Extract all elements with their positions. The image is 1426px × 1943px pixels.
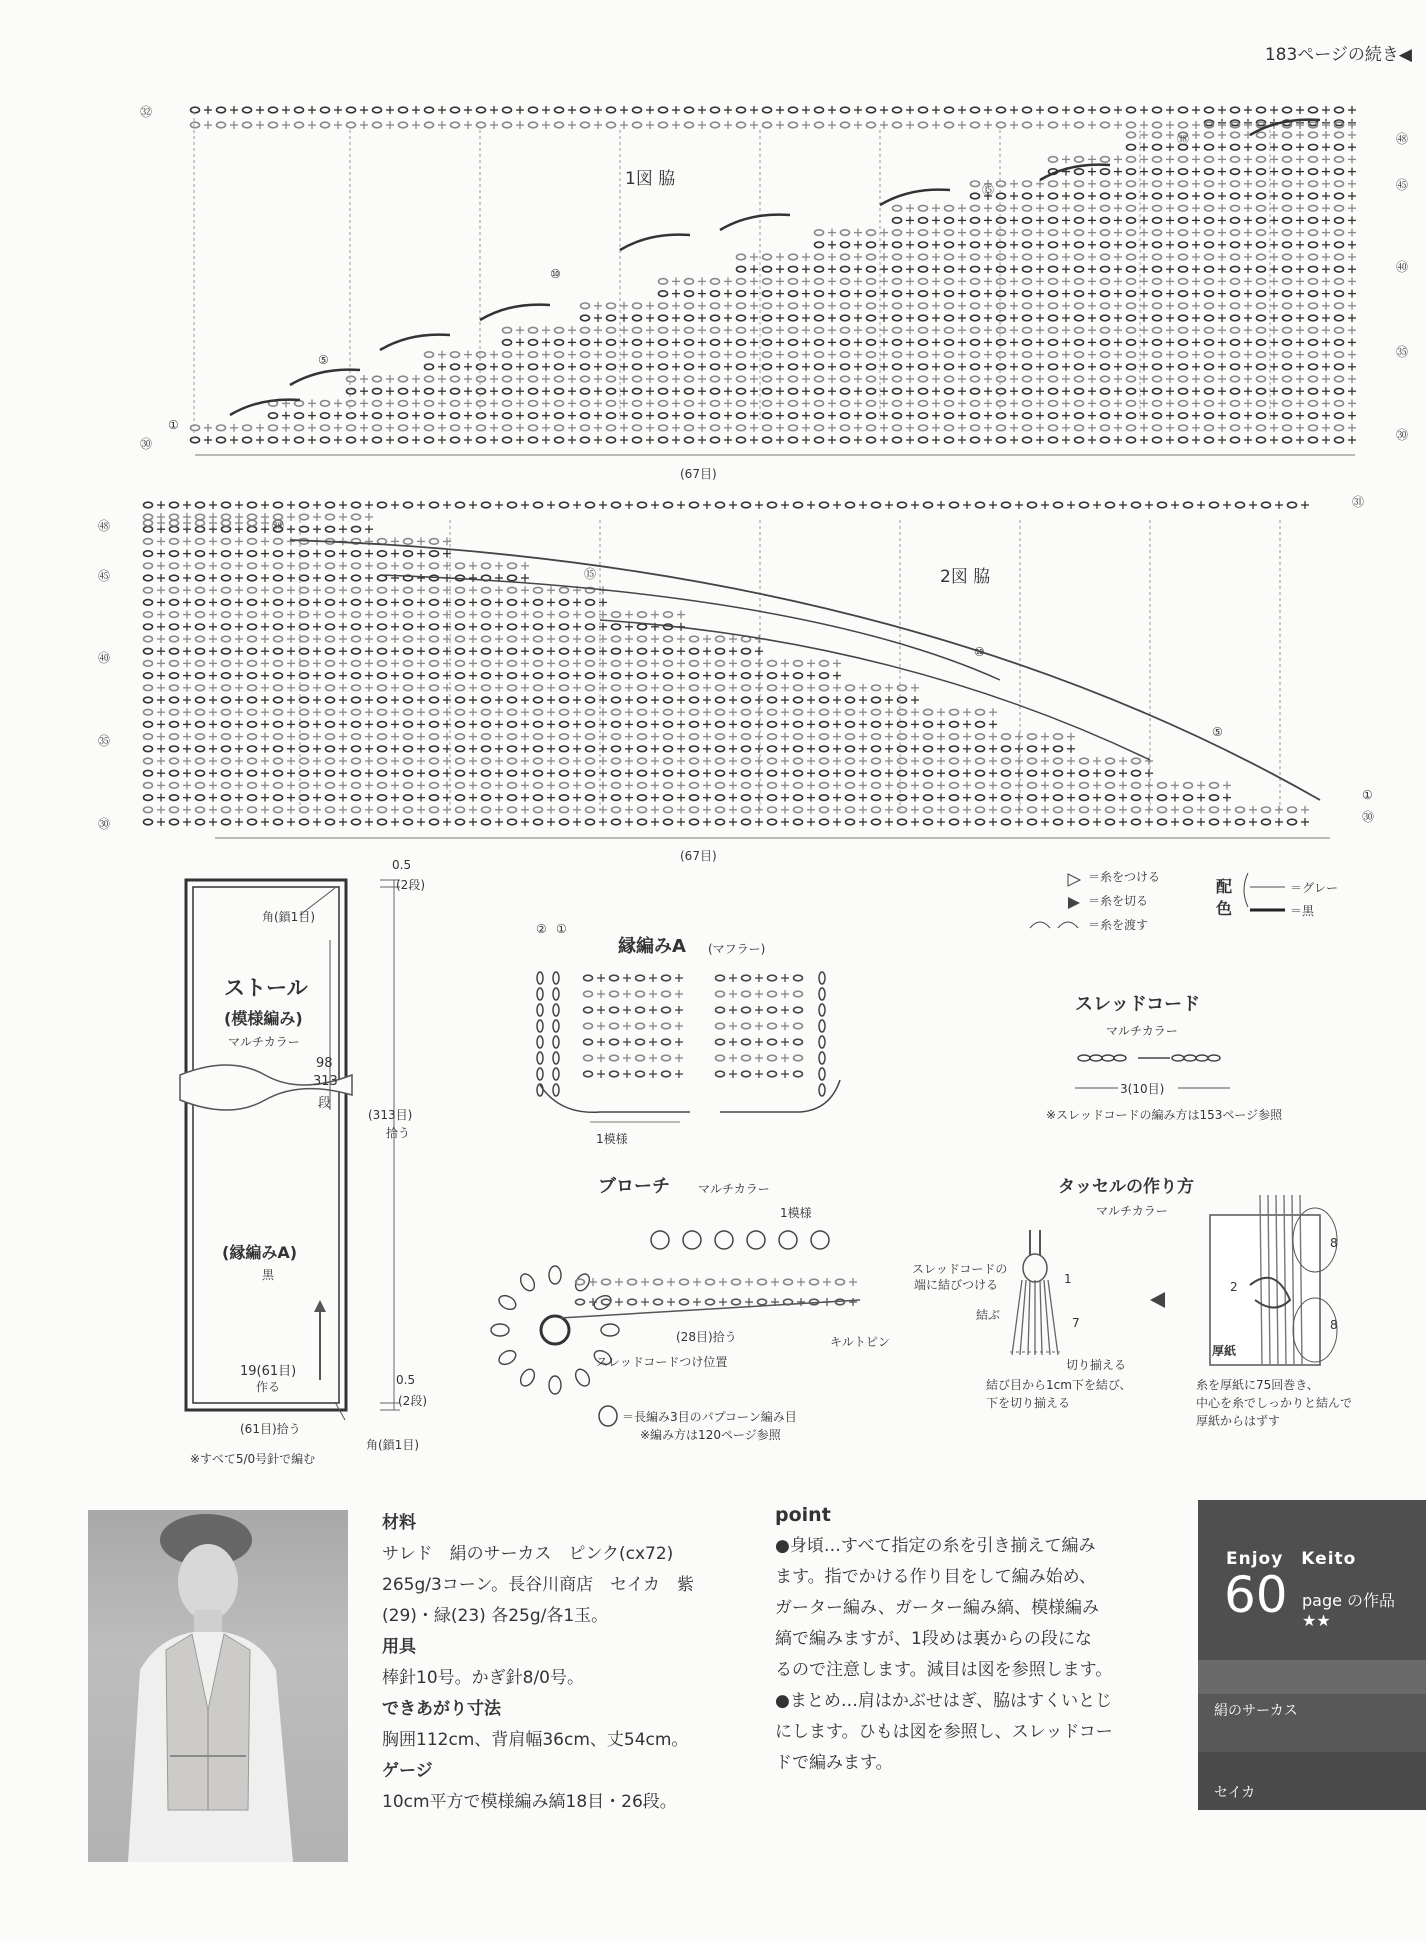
- stole-bottom-rows: (2段): [398, 1394, 427, 1408]
- c2-marker-15: ⑮: [584, 567, 597, 581]
- stole-bottom-depth: 0.5: [396, 1373, 416, 1387]
- stole-rows-b: 313: [313, 1074, 338, 1089]
- c2-marker-30: ㉚: [98, 817, 111, 831]
- model-photo: [88, 1510, 348, 1862]
- tassel-trim: 切り揃える: [1066, 1358, 1127, 1372]
- stole-cast-on: 19(61目): [240, 1364, 297, 1379]
- tassel-tie: 結ぶ: [976, 1308, 1001, 1322]
- panel-page-label: page の作品 ★★: [1302, 1591, 1396, 1630]
- point-line-2: ます。指でかける作り目をして編み始め、: [775, 1567, 1096, 1587]
- legend-carry: ＝糸を渡す: [1088, 918, 1149, 932]
- brooch-attach-pos: スレッドコードつけ位置: [596, 1355, 728, 1369]
- c1-marker-5: ⑤: [318, 353, 329, 367]
- materials-line-2: 265g/3コーン。長谷川商店 セイカ 紫: [382, 1575, 695, 1595]
- tassel-n8a: 8: [1330, 1236, 1338, 1250]
- c2-marker-30r: ㉚: [1362, 810, 1375, 824]
- tassel-diagram: [1010, 1195, 1337, 1365]
- size-text: 胸囲112cm、背肩幅36cm、丈54cm。: [382, 1730, 689, 1750]
- brooch-popcorn-note: ※編み方は120ページ参照: [640, 1428, 781, 1442]
- tassel-step2a: 結び目から1cm下を結び、: [986, 1378, 1132, 1392]
- c1-marker-15: ⑮: [982, 183, 995, 197]
- cord-length: 3(10目): [1120, 1082, 1165, 1096]
- stole-schematic: [180, 880, 400, 1420]
- cord-title: スレッドコード: [1075, 994, 1201, 1015]
- tassel-step1a: 糸を厚紙に75回巻き、: [1196, 1378, 1319, 1392]
- tassel-tie-cord: スレッドコードの: [912, 1262, 1008, 1276]
- c1-marker-30: ㉚: [140, 437, 153, 451]
- point-line-7: にします。ひもは図を参照し、スレッドコー: [775, 1722, 1113, 1742]
- tassel-n1: 1: [1064, 1272, 1072, 1286]
- c2-marker-48: ㊽: [98, 519, 111, 533]
- legend-color-head: 配色: [1216, 877, 1233, 918]
- c1-marker-18: ⑱: [1177, 132, 1190, 146]
- size-heading: できあがり寸法: [382, 1699, 501, 1719]
- stole-edge-color: 黒: [262, 1268, 275, 1282]
- edge-a-marker-1: ①: [556, 922, 567, 936]
- stole-bottom-pick: (61目)拾う: [240, 1422, 301, 1436]
- c1-marker-30r: ㉚: [1396, 428, 1409, 442]
- c2-marker-31: ㉛: [1352, 495, 1365, 509]
- chart-2-side: [144, 501, 1331, 838]
- point-line-5: るので注意します。減目は図を参照します。: [775, 1660, 1113, 1680]
- materials-heading: 材料: [382, 1513, 416, 1533]
- c1-marker-45: ㊺: [1396, 178, 1409, 192]
- chart-1-side: [191, 106, 1357, 455]
- tassel-step2b: 下を切り揃える: [986, 1396, 1071, 1410]
- panel-number: 60: [1224, 1566, 1288, 1624]
- materials-block: [382, 1508, 722, 1818]
- stole-top-rows: (2段): [396, 878, 425, 892]
- stole-sub2: マルチカラー: [228, 1035, 300, 1049]
- stole-cast-on2: 作る: [256, 1380, 281, 1394]
- point-line-8: ドで編みます。: [775, 1753, 893, 1773]
- c1-marker-32: ㉜: [140, 105, 153, 119]
- gauge-text: 10cm平方で模様編み縞18目・26段。: [382, 1792, 677, 1812]
- c1-marker-48: ㊽: [1396, 132, 1409, 146]
- legend-cut: ＝糸を切る: [1088, 894, 1149, 908]
- tassel-step1c: 厚紙からはずす: [1196, 1414, 1281, 1428]
- c1-marker-40: ㊵: [1396, 260, 1409, 274]
- c1-marker-10: ⑩: [550, 267, 561, 281]
- stole-rows-a: 98: [316, 1056, 333, 1071]
- edge-a-marker-2: ②: [536, 922, 547, 936]
- brooch-pin: キルトピン: [830, 1335, 890, 1349]
- tassel-sub: マルチカラー: [1096, 1204, 1168, 1218]
- tassel-n2: 2: [1230, 1280, 1238, 1294]
- edge-a-title: 縁編みA: [618, 936, 686, 957]
- materials-line-1: サレド 絹のサーカス ピンク(cx72): [382, 1544, 674, 1564]
- stole-side-pick: (313目): [368, 1108, 413, 1122]
- c2-marker-5: ⑤: [1212, 725, 1223, 739]
- edge-a-chart: [537, 972, 840, 1122]
- yarn-name-2: セイカ: [1214, 1785, 1256, 1801]
- enjoy-keito-panel: [1198, 1500, 1426, 1810]
- stole-corner-top: 角(鎖1目): [262, 910, 315, 924]
- tools-heading: 用具: [382, 1637, 416, 1657]
- tassel-title: タッセルの作り方: [1058, 1177, 1194, 1197]
- brooch-repeat: 1模様: [780, 1206, 812, 1220]
- stole-note: ※すべて5/0号針で編む: [190, 1452, 316, 1466]
- tassel-n7: 7: [1072, 1316, 1080, 1330]
- stole-title: ストール: [224, 976, 308, 1000]
- legend-attach: ＝糸をつける: [1088, 870, 1161, 884]
- point-line-1: ●身頃…すべて指定の糸を引き揃えて編み: [775, 1536, 1096, 1556]
- materials-line-3: (29)・緑(23) 各25g/各1玉。: [382, 1606, 609, 1626]
- tassel-n8b: 8: [1330, 1318, 1338, 1332]
- point-line-6: ●まとめ…肩はかぶせはぎ、脇はすくいとじ: [775, 1691, 1113, 1711]
- stole-edge-label: (縁編みA): [222, 1243, 298, 1262]
- c2-marker-18: ⑱: [272, 519, 285, 533]
- brooch-title: ブローチ: [598, 1176, 670, 1197]
- cord-note: ※スレッドコードの編み方は153ページ参照: [1046, 1108, 1283, 1122]
- chart2-title: 2図 脇: [940, 567, 991, 587]
- c1-marker-35: ㉟: [1396, 345, 1409, 359]
- brooch-popcorn: ＝長編み3目のパプコーン編み目: [622, 1410, 797, 1424]
- c2-marker-35: ㉟: [98, 734, 111, 748]
- tassel-cardboard: 厚紙: [1212, 1344, 1237, 1358]
- c2-marker-40: ㊵: [98, 651, 111, 665]
- panel-stripe: [1198, 1660, 1426, 1694]
- edge-a-repeat: 1模様: [596, 1132, 628, 1146]
- c2-marker-1: ①: [1362, 788, 1373, 802]
- edge-a-title-sub: (マフラー): [708, 942, 766, 956]
- cord-sub: マルチカラー: [1106, 1024, 1178, 1038]
- tassel-step1b: 中心を糸でしっかりと結んで: [1196, 1396, 1353, 1410]
- chart1-width: (67目): [680, 467, 717, 481]
- c2-marker-10: ⑩: [974, 645, 985, 659]
- stole-corner-bottom: 角(鎖1目): [366, 1438, 419, 1452]
- legend-black: ＝黒: [1290, 904, 1315, 918]
- c1-marker-1: ①: [168, 418, 179, 432]
- yarn-name-1: 絹のサーカス: [1214, 1703, 1298, 1719]
- stole-top-depth: 0.5: [392, 858, 412, 872]
- brooch-pick: (28目)拾う: [676, 1330, 737, 1344]
- tools-text: 棒針10号。かぎ針8/0号。: [382, 1668, 584, 1688]
- continued-from-page: 183ページの続き◀: [1264, 45, 1412, 65]
- point-line-3: ガーター編み、ガーター編み縞、模様編み: [775, 1598, 1100, 1618]
- point-block: [775, 1500, 1145, 1779]
- stole-rows-c: 段: [318, 1096, 332, 1111]
- legend-gray: ＝グレー: [1290, 881, 1339, 895]
- tassel-tie-cord2: 端に結びつける: [914, 1278, 999, 1292]
- chart1-title: 1図 脇: [625, 169, 676, 189]
- stole-side-pick2: 拾う: [386, 1126, 411, 1140]
- point-heading: point: [775, 1504, 831, 1526]
- chart2-width: (67目): [680, 849, 717, 863]
- brooch-sub: マルチカラー: [698, 1182, 770, 1196]
- gauge-heading: ゲージ: [382, 1761, 433, 1781]
- stole-sub1: (模様編み): [224, 1009, 303, 1028]
- c2-marker-45: ㊺: [98, 569, 111, 583]
- point-line-4: 縞で編みますが、1段めは裏からの段にな: [775, 1629, 1092, 1649]
- panel-brand: Enjoy Keito: [1226, 1549, 1357, 1569]
